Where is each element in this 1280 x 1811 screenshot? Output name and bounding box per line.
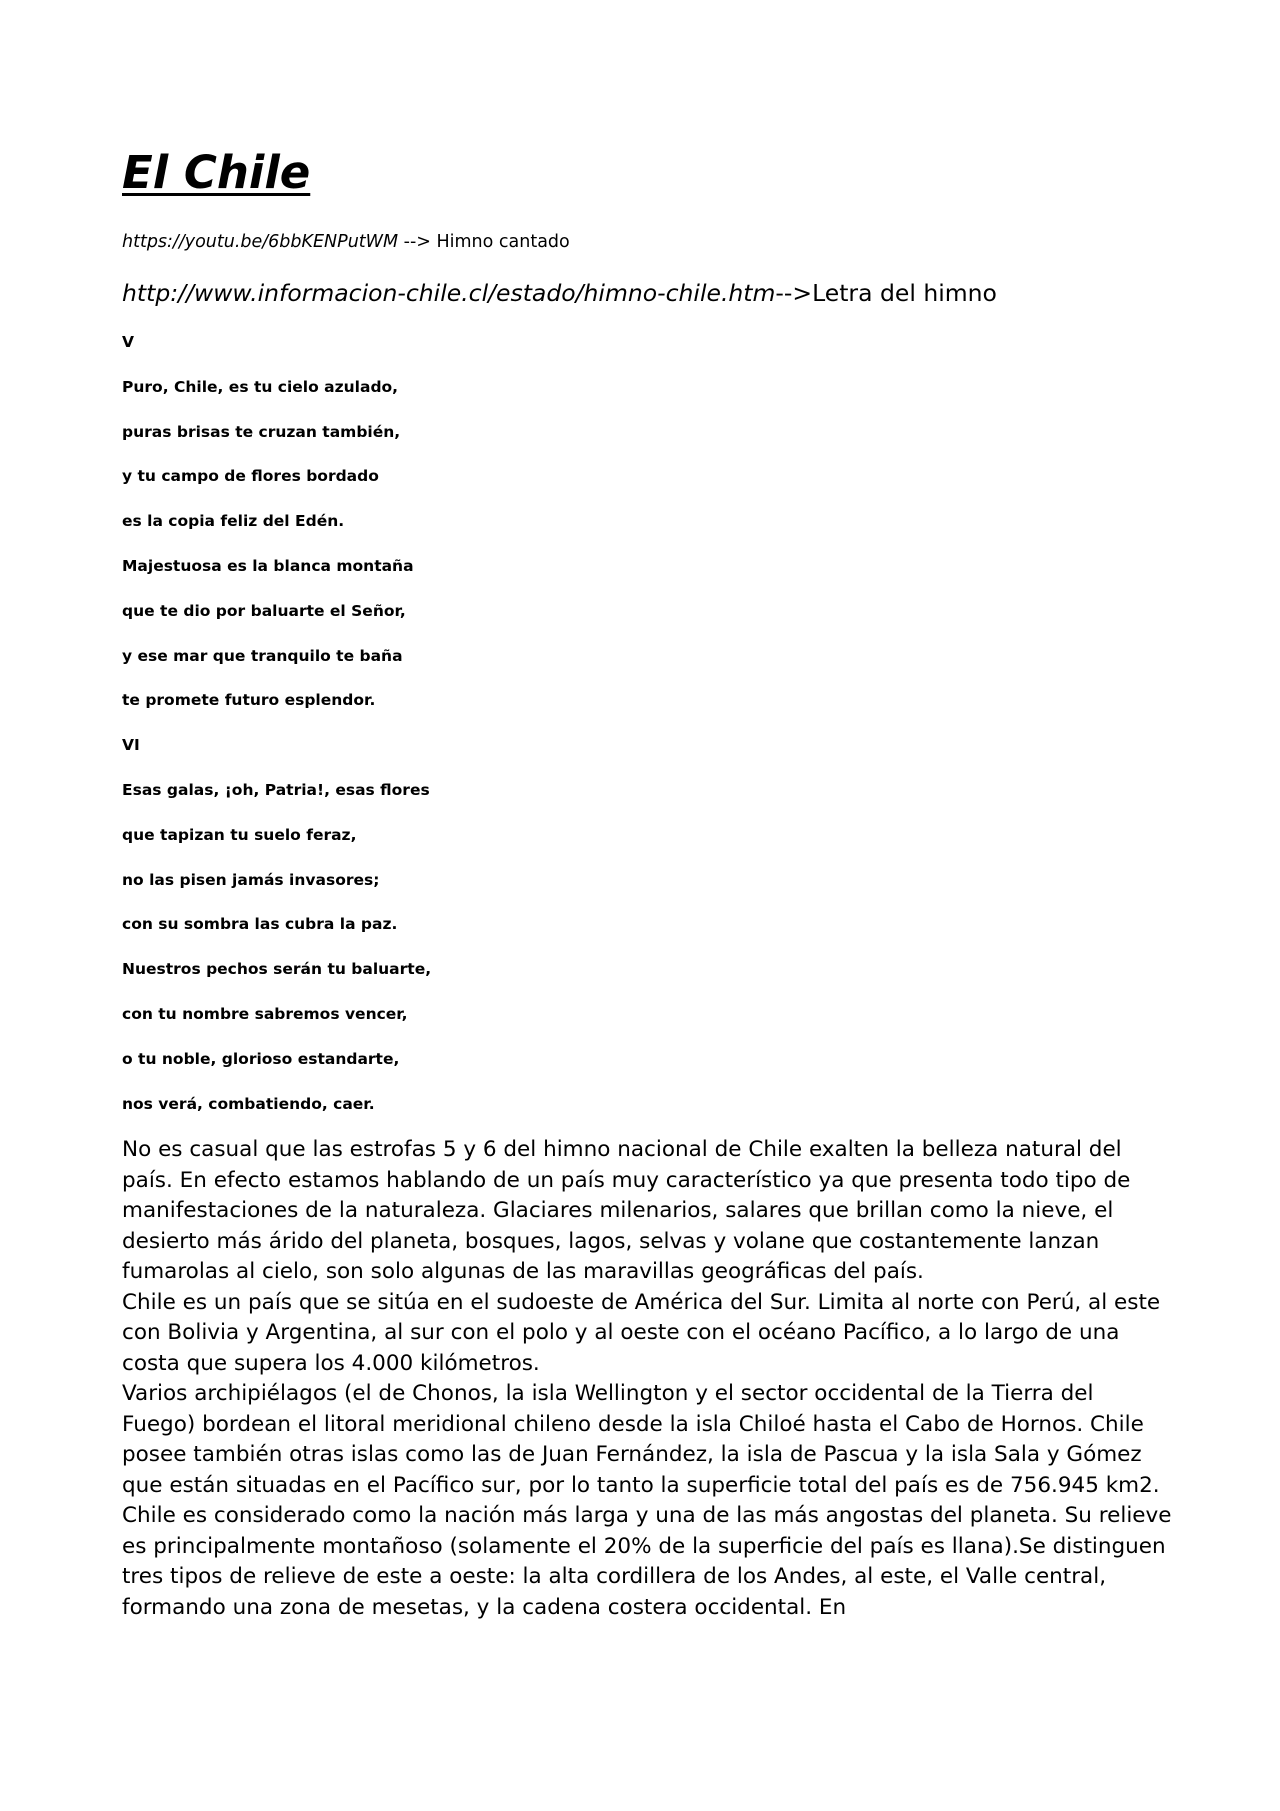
body-text [122,1135,1172,1623]
youtube-link[interactable]: https://youtu.be/6bbKENPutWM [122,232,399,252]
youtube-link-line [122,232,570,253]
stanza-number: VI [122,736,140,755]
lyrics-link-line [122,279,997,307]
lyric-line: Majestuosa es la blanca montaña [122,556,414,575]
anthem-lyrics [122,333,431,1139]
youtube-link-description: --> Himno cantado [398,232,570,252]
lyric-line: con su sombra las cubra la paz. [122,915,398,934]
lyric-line: Nuestros pechos serán tu baluarte, [122,960,432,979]
lyric-line: con tu nombre sabremos vencer, [122,1004,408,1023]
lyric-line: que tapizan tu suelo feraz, [122,825,357,844]
lyric-line: nos verá, combatiendo, caer. [122,1094,375,1113]
lyric-line: o tu noble, glorioso estandarte, [122,1049,400,1068]
lyric-line: que te dio por baluarte el Señor, [122,601,406,620]
lyric-line: te promete futuro esplendor. [122,691,376,710]
lyric-line: Esas galas, ¡oh, Patria!, esas flores [122,780,430,799]
paragraph: Chile es un país que se sitúa en el sudoeste de América del Sur. Limita al norte con Perú, al este con Bolivia y Argentina, al sur con el polo y al oeste con el océano Pacífico, a lo largo de una costa que supera los 4.000 kilómetros. [122,1289,1161,1376]
lyric-line: y tu campo de flores bordado [122,467,379,486]
lyric-line: puras brisas te cruzan también, [122,422,401,441]
lyrics-link[interactable]: http://www.informacion-chile.cl/estado/himno-chile.htm [122,279,776,307]
document-title: El Chile [122,146,311,199]
lyrics-link-description: -->Letra del himno [775,279,997,307]
paragraph: Varios archipiélagos (el de Chonos, la isla Wellington y el sector occidental de la Tierra del Fuego) bordean el litoral meridional chileno desde la isla Chiloé hasta el Cabo de Hornos. Chile posee también otras islas como las de Juan Fernández, la isla de Pascua y la isla Sala y Gómez que están situadas en el Pacífico sur, por lo tanto la superficie total del país es de 756.945 km2. [122,1381,1160,1498]
lyric-line: y ese mar que tranquilo te baña [122,646,403,665]
paragraph: Chile es considerado como la nación más larga y una de las más angostas del planeta. Su relieve es principalmente montañoso (solamente el 20% de la superficie del país es llana).Se distinguen tres tipos de relieve de este a oeste: la alta cordillera de los Andes, al este, el Valle central, formando una zona de mesetas, y la cadena costera occidental. En [122,1503,1172,1620]
lyric-line: es la copia feliz del Edén. [122,512,345,531]
paragraph: No es casual que las estrofas 5 y 6 del himno nacional de Chile exalten la belleza natural del país. En efecto estamos hablando de un país muy característico ya que presenta todo tipo de manifestaciones de la naturaleza. Glaciares milenarios, salares que brillan como la nieve, el desierto más árido del planeta, bosques, lagos, selvas y volane que costantemente lanzan fumarolas al cielo, son solo algunas de las maravillas geográficas del país. [122,1137,1131,1284]
stanza-number: V [122,333,134,351]
lyric-line: Puro, Chile, es tu cielo azulado, [122,377,399,396]
lyric-line: no las pisen jamás invasores; [122,870,380,889]
